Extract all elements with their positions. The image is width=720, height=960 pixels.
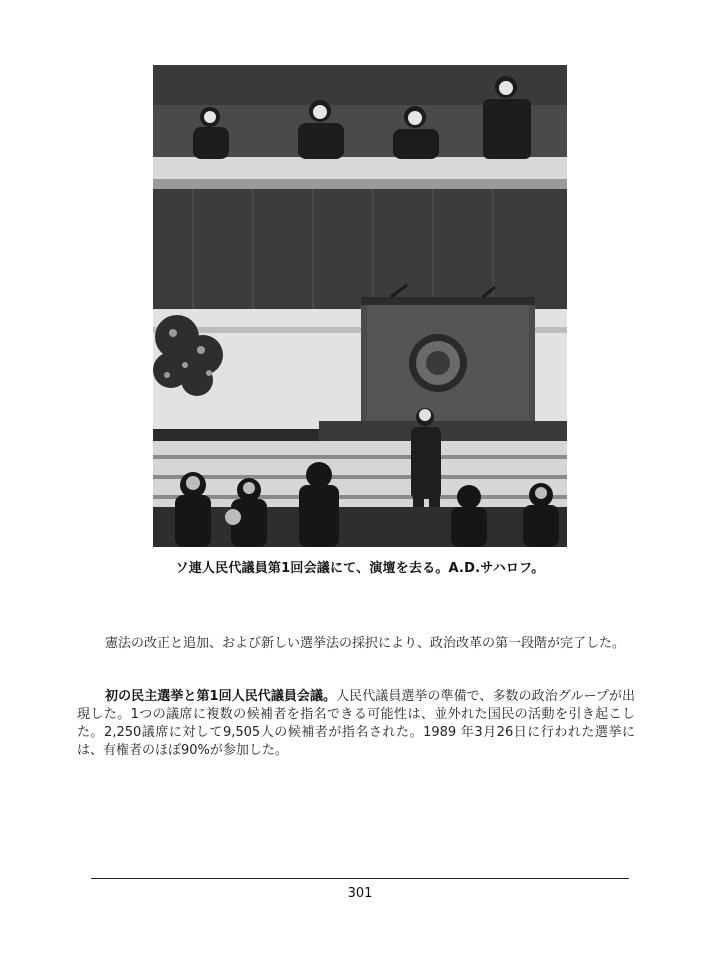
- paragraph-lead-heading: 初の民主選挙と第1回人民代議員会議。: [105, 689, 337, 704]
- photo-caption: ソ連人民代議員第1回会議にて、演壇を去る。A.D.サハロフ。: [175, 561, 545, 576]
- paragraph-text: 人民代議員選挙の準備で、多数の政治グループが出現した。1つの議席に複数の候補者を指名できる可能性は、並外れた国民の活動を引き起こした。2,250議席に対して9,505人の候補者が指名された。1989 年3月26日に行われた選挙には、有権者のほぼ90%が参加した。: [77, 689, 636, 758]
- paragraph-first-election: [77, 688, 635, 760]
- paragraph-political-reform: [77, 635, 635, 653]
- congress-photo-illustration: [153, 65, 567, 547]
- footer-rule: [91, 878, 629, 879]
- page-number: 301: [347, 886, 373, 901]
- congress-photo: [153, 65, 567, 547]
- paragraph-text: 憲法の改正と追加、および新しい選挙法の採択により、政治改革の第一段階が完了した。: [105, 636, 626, 651]
